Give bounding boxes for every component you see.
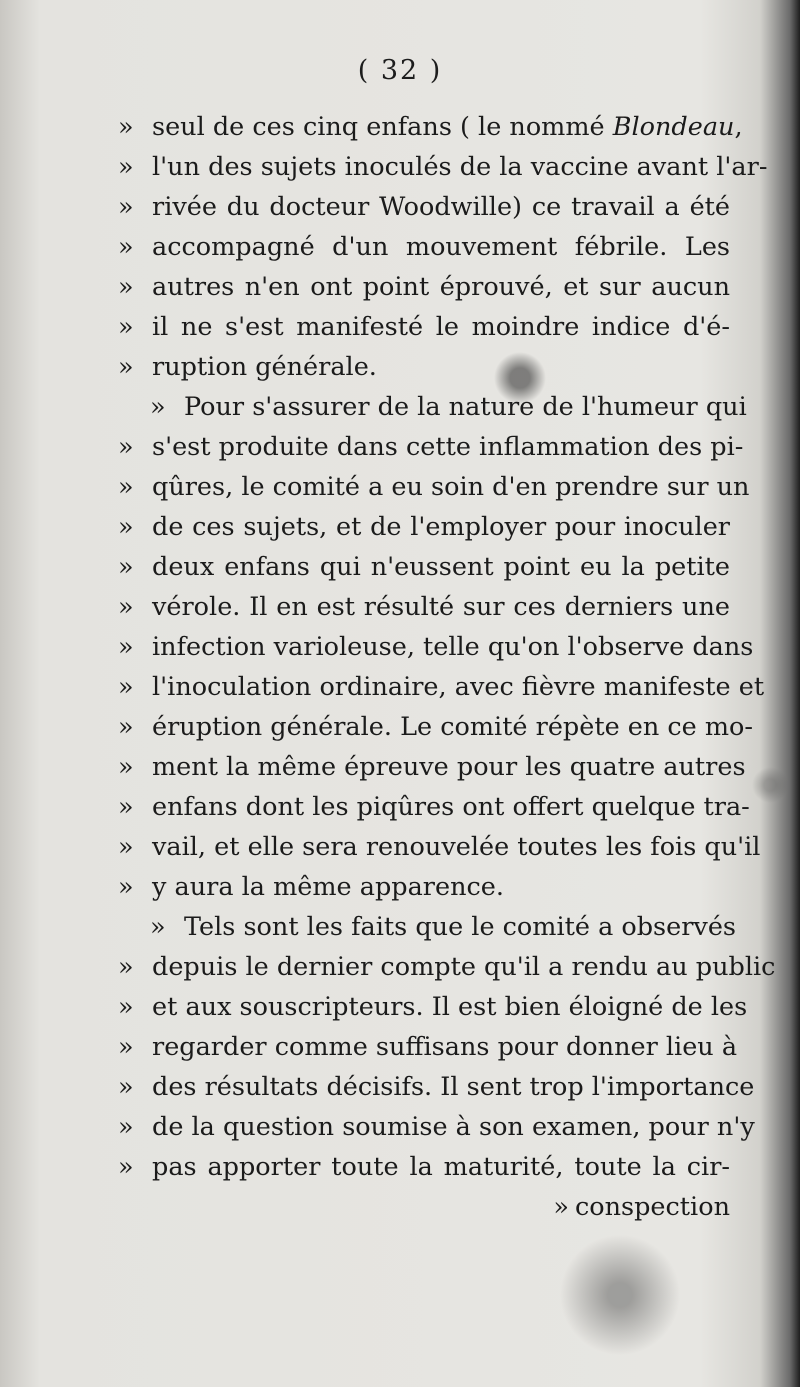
guillemet: » <box>118 512 134 542</box>
line-text: deux enfans qui n'eussent point eu la petite <box>152 552 730 582</box>
line-text: s'est produite dans cette inflammation des pi- <box>152 432 744 462</box>
guillemet: » <box>118 552 134 582</box>
guillemet: » <box>118 592 134 622</box>
line-text: rivée du docteur Woodwille) ce travail a été <box>152 192 730 222</box>
guillemet: » <box>118 232 134 262</box>
guillemet: » <box>118 192 134 222</box>
text-line <box>118 507 730 547</box>
line-text: qûres, le comité a eu soin d'en prendre sur un <box>152 472 750 502</box>
guillemet: » <box>118 632 134 662</box>
line-text: depuis le dernier compte qu'il a rendu au public <box>152 952 776 982</box>
text-line <box>118 1027 738 1067</box>
line-text: Pour s'assurer de la nature de l'humeur qui <box>184 392 747 422</box>
line-text: de la question soumise à son examen, pour n'y <box>152 1112 755 1142</box>
guillemet: » <box>553 1192 569 1222</box>
text-line <box>118 147 768 187</box>
line-text: regarder comme suffisans pour donner lieu à <box>152 1032 738 1062</box>
line-text: vérole. Il en est résulté sur ces derniers une <box>152 592 730 622</box>
line-text: enfans dont les piqûres ont offert quelque tra- <box>152 792 750 822</box>
text-line <box>118 627 754 667</box>
guillemet: » <box>118 472 134 502</box>
line-text: éruption générale. Le comité répète en ce mo- <box>152 712 754 742</box>
guillemet: » <box>118 152 134 182</box>
text-line <box>118 787 750 827</box>
guillemet: » <box>118 112 134 142</box>
guillemet: » <box>118 1152 134 1182</box>
line-text: l'un des sujets inoculés de la vaccine avant l'ar- <box>152 152 768 182</box>
text-line <box>118 987 748 1027</box>
guillemet: » <box>118 752 134 782</box>
paragraph-start-line <box>150 387 747 427</box>
line-text: ruption générale. <box>152 352 377 382</box>
text-line <box>118 347 730 387</box>
guillemet: » <box>118 352 134 382</box>
guillemet: » <box>118 952 134 982</box>
text-line <box>118 867 730 907</box>
guillemet: » <box>118 872 134 902</box>
guillemet: » <box>150 912 166 942</box>
line-text: infection varioleuse, telle qu'on l'observe dans <box>152 632 754 662</box>
line-text: ment la même épreuve pour les quatre autres <box>152 752 746 782</box>
guillemet: » <box>118 672 134 702</box>
line-text: et aux souscripteurs. Il est bien éloigné de les <box>152 992 748 1022</box>
line-text: autres n'en ont point éprouvé, et sur aucun <box>152 272 730 302</box>
guillemet: » <box>118 712 134 742</box>
line-text: Tels sont les faits que le comité a observés <box>184 912 736 942</box>
catchword-line <box>118 1187 730 1227</box>
text-line <box>118 187 730 227</box>
page-number: ( 32 ) <box>357 55 443 86</box>
guillemet: » <box>118 312 134 342</box>
italic-name: Blondeau <box>612 112 735 142</box>
text-line <box>118 587 730 627</box>
paragraph-start-line <box>150 907 736 947</box>
text-line <box>118 1147 730 1187</box>
line-text: seul de ces cinq enfans ( le nommé Blondeau, <box>152 112 743 142</box>
text-line <box>118 667 765 707</box>
text-line <box>118 707 754 747</box>
text-line <box>118 747 746 787</box>
guillemet: » <box>118 832 134 862</box>
guillemet: » <box>118 1072 134 1102</box>
guillemet: » <box>118 1032 134 1062</box>
line-text: y aura la même apparence. <box>152 872 504 902</box>
line-text: vail, et elle sera renouvelée toutes les fois qu'il <box>152 832 761 862</box>
text-line <box>118 947 776 987</box>
text-line <box>118 547 730 587</box>
guillemet: » <box>150 392 166 422</box>
text-line <box>118 107 743 147</box>
text-line <box>118 307 730 347</box>
text-line <box>118 1067 755 1107</box>
catchword: conspection <box>574 1192 730 1222</box>
text-line <box>118 267 730 307</box>
guillemet: » <box>118 1112 134 1142</box>
text-line <box>118 1107 755 1147</box>
line-text: des résultats décisifs. Il sent trop l'importance <box>152 1072 755 1102</box>
line-text: de ces sujets, et de l'employer pour inoculer <box>152 512 730 542</box>
text-line <box>118 827 761 867</box>
guillemet: » <box>118 992 134 1022</box>
text-line <box>118 227 730 267</box>
line-text: il ne s'est manifesté le moindre indice d'é- <box>152 312 730 342</box>
line-text: pas apporter toute la maturité, toute la cir- <box>152 1152 730 1182</box>
guillemet: » <box>118 272 134 302</box>
text-line <box>118 467 750 507</box>
text-line <box>118 427 744 467</box>
guillemet: » <box>118 432 134 462</box>
guillemet: » <box>118 792 134 822</box>
line-text: accompagné d'un mouvement fébrile. Les <box>152 232 730 262</box>
line-text: l'inoculation ordinaire, avec fièvre manifeste et <box>152 672 765 702</box>
